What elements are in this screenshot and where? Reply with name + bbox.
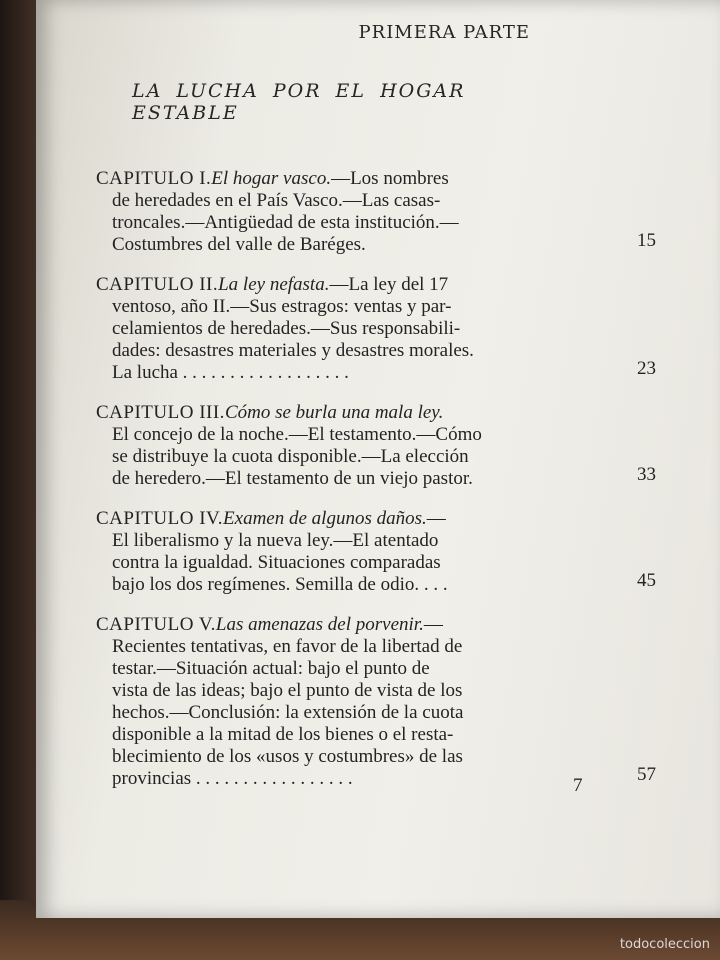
chapter-desc: — xyxy=(426,508,446,529)
toc-line: Costumbres del valle de Baréges. xyxy=(112,234,366,255)
section-title: LA LUCHA POR EL HOGAR ESTABLE xyxy=(132,80,466,124)
toc-line xyxy=(96,168,520,190)
toc-line: troncales.—Antigüedad de esta institución.— xyxy=(112,212,459,233)
toc-line: disponible a la mitad de los bienes o el resta- xyxy=(112,724,454,745)
toc-line: bajo los dos regímenes. Semilla de odio. . . . xyxy=(112,574,448,595)
toc-line: El liberalismo y la nueva ley.—El atentado xyxy=(112,530,439,551)
chapter-desc: —La ley del 17 xyxy=(329,274,449,295)
page-number: 33 xyxy=(637,464,656,485)
page-number: 15 xyxy=(637,230,656,251)
toc-line: provincias . . . . . . . . . . . . . . . . . xyxy=(112,768,353,789)
toc-line: ventoso, año II.—Sus estragos: ventas y par- xyxy=(112,296,452,317)
toc-line xyxy=(96,614,520,636)
page-number: 57 xyxy=(637,764,656,785)
toc-entry-text xyxy=(96,614,520,790)
table-of-contents xyxy=(96,168,656,808)
watermark-text: todocoleccion xyxy=(619,937,710,952)
toc-line: hechos.—Conclusión: la extensión de la cuota xyxy=(112,702,464,723)
book-page xyxy=(36,0,720,918)
chapter-label: CAPITULO IV. xyxy=(96,508,224,529)
page-folio: 7 xyxy=(573,775,583,796)
toc-line: de heredero.—El testamento de un viejo pastor. xyxy=(112,468,473,489)
toc-entry-text xyxy=(96,168,520,256)
chapter-label: CAPITULO I. xyxy=(96,168,212,189)
toc-entry xyxy=(96,168,656,256)
toc-line: de heredades en el País Vasco.—Las casas- xyxy=(112,190,441,211)
page-number: 23 xyxy=(637,358,656,379)
toc-line xyxy=(96,402,520,424)
toc-entry-text xyxy=(96,508,520,596)
toc-line: dades: desastres materiales y desastres morales. xyxy=(112,340,474,361)
page-number: 45 xyxy=(637,570,656,591)
toc-line: El concejo de la noche.—El testamento.—Cómo xyxy=(112,424,482,445)
toc-entry-text xyxy=(96,402,520,490)
toc-line xyxy=(96,274,520,296)
chapter-desc: —Los nombres xyxy=(331,168,449,189)
toc-line: se distribuye la cuota disponible.—La elección xyxy=(112,446,469,467)
chapter-title: El hogar vasco. xyxy=(211,168,332,189)
toc-entry-text xyxy=(96,274,520,384)
chapter-label: CAPITULO II. xyxy=(96,274,219,295)
toc-entry xyxy=(96,402,656,490)
toc-line: Recientes tentativas, en favor de la libertad de xyxy=(112,636,463,657)
chapter-title: Cómo se burla una mala ley. xyxy=(224,402,444,423)
chapter-label: CAPITULO V. xyxy=(96,614,216,635)
toc-line: celamientos de heredades.—Sus responsabili- xyxy=(112,318,461,339)
toc-line: testar.—Situación actual: bajo el punto de xyxy=(112,658,430,679)
part-title: PRIMERA PARTE xyxy=(358,22,530,43)
toc-line xyxy=(96,508,520,530)
toc-line: blecimiento de los «usos y costumbres» de las xyxy=(112,746,463,767)
toc-line: La lucha . . . . . . . . . . . . . . . . . . xyxy=(112,362,349,383)
chapter-label: CAPITULO III. xyxy=(96,402,225,423)
toc-entry xyxy=(96,274,656,384)
chapter-title: Las amenazas del porvenir. xyxy=(215,614,424,635)
toc-entry xyxy=(96,614,656,790)
toc-entry xyxy=(96,508,656,596)
toc-line: contra la igualdad. Situaciones comparadas xyxy=(112,552,441,573)
chapter-title: Examen de algunos daños. xyxy=(223,508,427,529)
chapter-desc: — xyxy=(423,614,443,635)
chapter-title: La ley nefasta. xyxy=(218,274,330,295)
toc-line: vista de las ideas; bajo el punto de vista de los xyxy=(112,680,463,701)
